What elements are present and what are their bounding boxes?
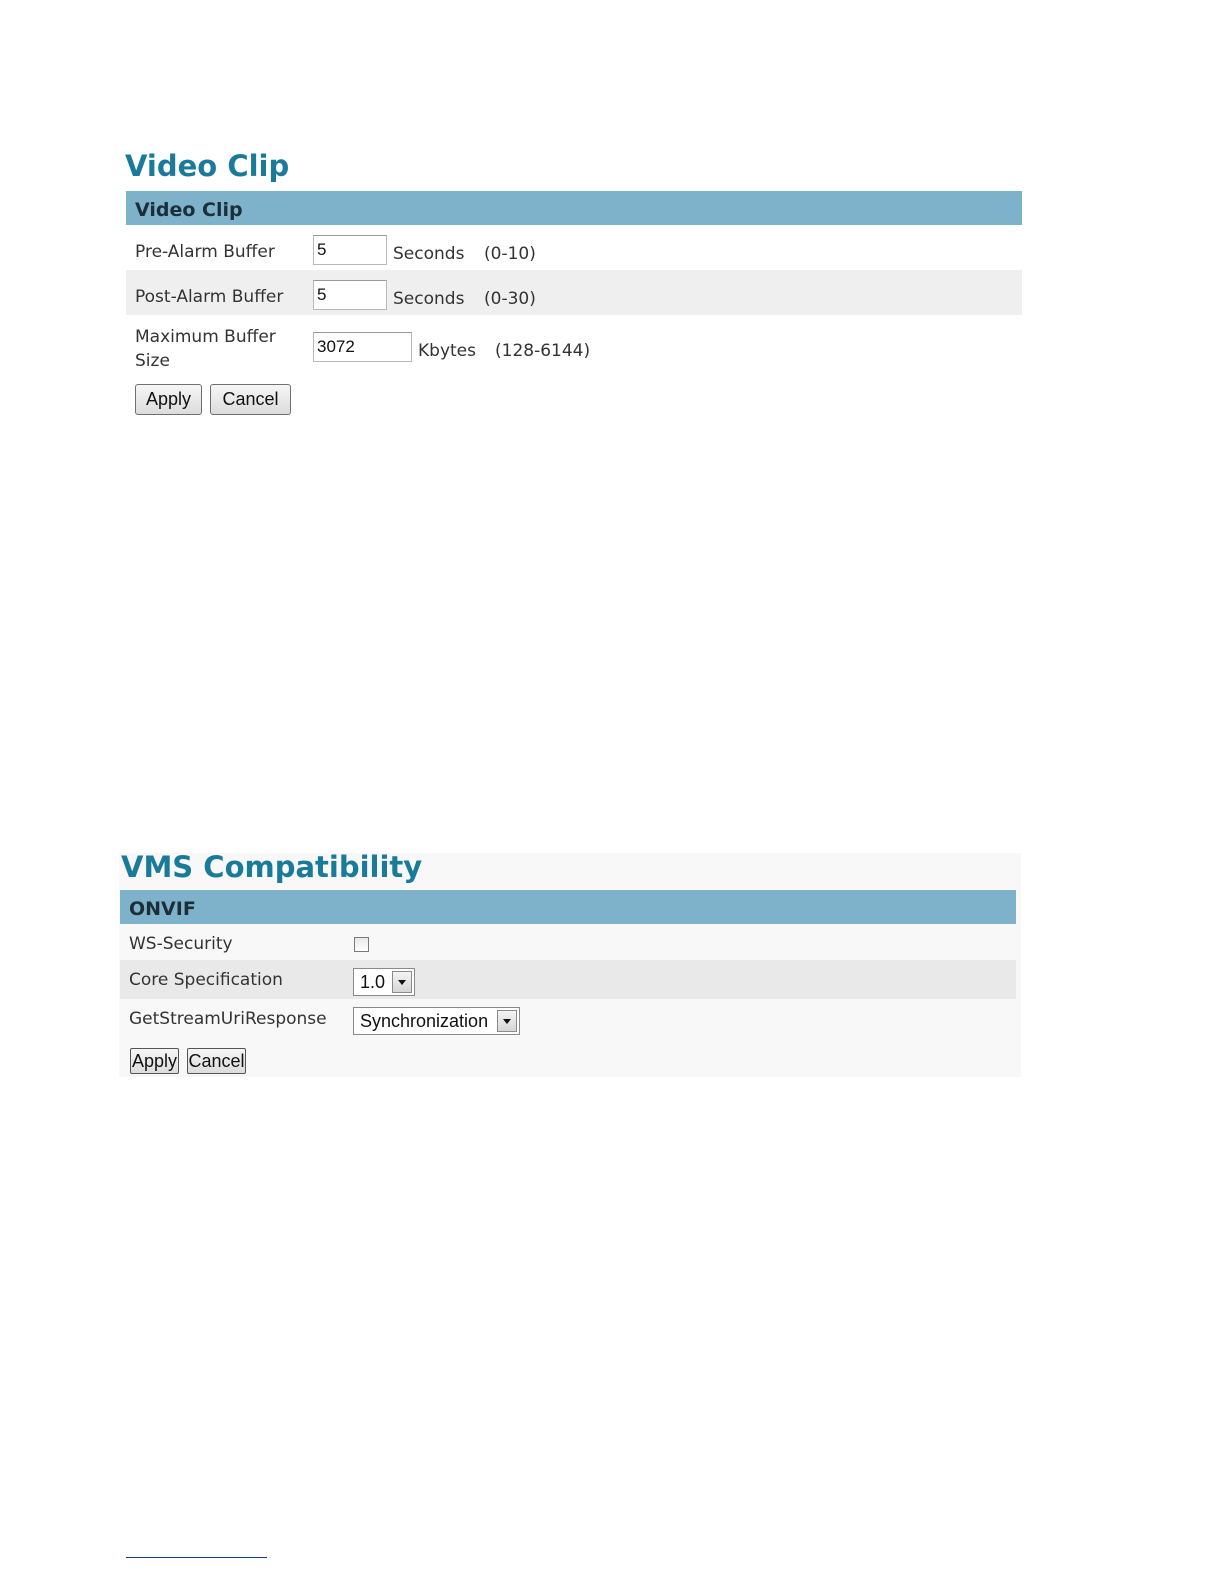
pre-alarm-buffer-input[interactable]	[313, 235, 387, 265]
max-buffer-size-range: (128-6144)	[495, 341, 591, 361]
core-specification-select[interactable]	[353, 968, 415, 996]
max-buffer-size-label-line2: Size	[135, 351, 170, 371]
post-alarm-buffer-unit: Seconds	[393, 289, 465, 309]
pre-alarm-buffer-row	[126, 226, 1022, 270]
video-clip-page-title: Video Clip	[125, 149, 290, 183]
get-stream-uri-response-label: GetStreamUriResponse	[129, 1009, 327, 1029]
ws-security-row	[120, 925, 1016, 960]
vms-apply-button[interactable]: Apply	[130, 1048, 179, 1074]
video-clip-cancel-button[interactable]: Cancel	[210, 384, 291, 415]
max-buffer-size-unit: Kbytes	[418, 341, 476, 361]
max-buffer-size-row	[126, 315, 1022, 377]
get-stream-uri-response-selected-value: Synchronization	[360, 1011, 489, 1031]
pre-alarm-buffer-unit: Seconds	[393, 244, 465, 264]
ws-security-label: WS-Security	[129, 934, 233, 954]
get-stream-uri-response-select[interactable]	[353, 1007, 520, 1035]
post-alarm-buffer-range: (0-30)	[484, 289, 536, 309]
core-specification-selected-value: 1.0	[360, 972, 386, 992]
get-stream-uri-response-row	[120, 999, 1016, 1043]
footnote-divider	[126, 1557, 267, 1558]
video-clip-section-header: Video Clip	[126, 191, 1022, 225]
video-clip-apply-button[interactable]: Apply	[135, 384, 202, 415]
vms-compatibility-page-title: VMS Compatibility	[121, 850, 423, 884]
post-alarm-buffer-input[interactable]	[313, 280, 387, 310]
chevron-down-icon	[392, 971, 412, 993]
onvif-section-header: ONVIF	[120, 890, 1016, 924]
post-alarm-buffer-label: Post-Alarm Buffer	[135, 287, 284, 307]
ws-security-checkbox[interactable]	[354, 937, 369, 952]
pre-alarm-buffer-range: (0-10)	[484, 244, 536, 264]
core-specification-row	[120, 960, 1016, 999]
pre-alarm-buffer-label: Pre-Alarm Buffer	[135, 242, 275, 262]
core-specification-label: Core Specification	[129, 970, 283, 990]
max-buffer-size-input[interactable]	[313, 332, 412, 362]
max-buffer-size-label-line1: Maximum Buffer	[135, 327, 276, 347]
chevron-down-icon	[497, 1010, 517, 1032]
vms-cancel-button[interactable]: Cancel	[187, 1048, 246, 1074]
post-alarm-buffer-row	[126, 270, 1022, 315]
